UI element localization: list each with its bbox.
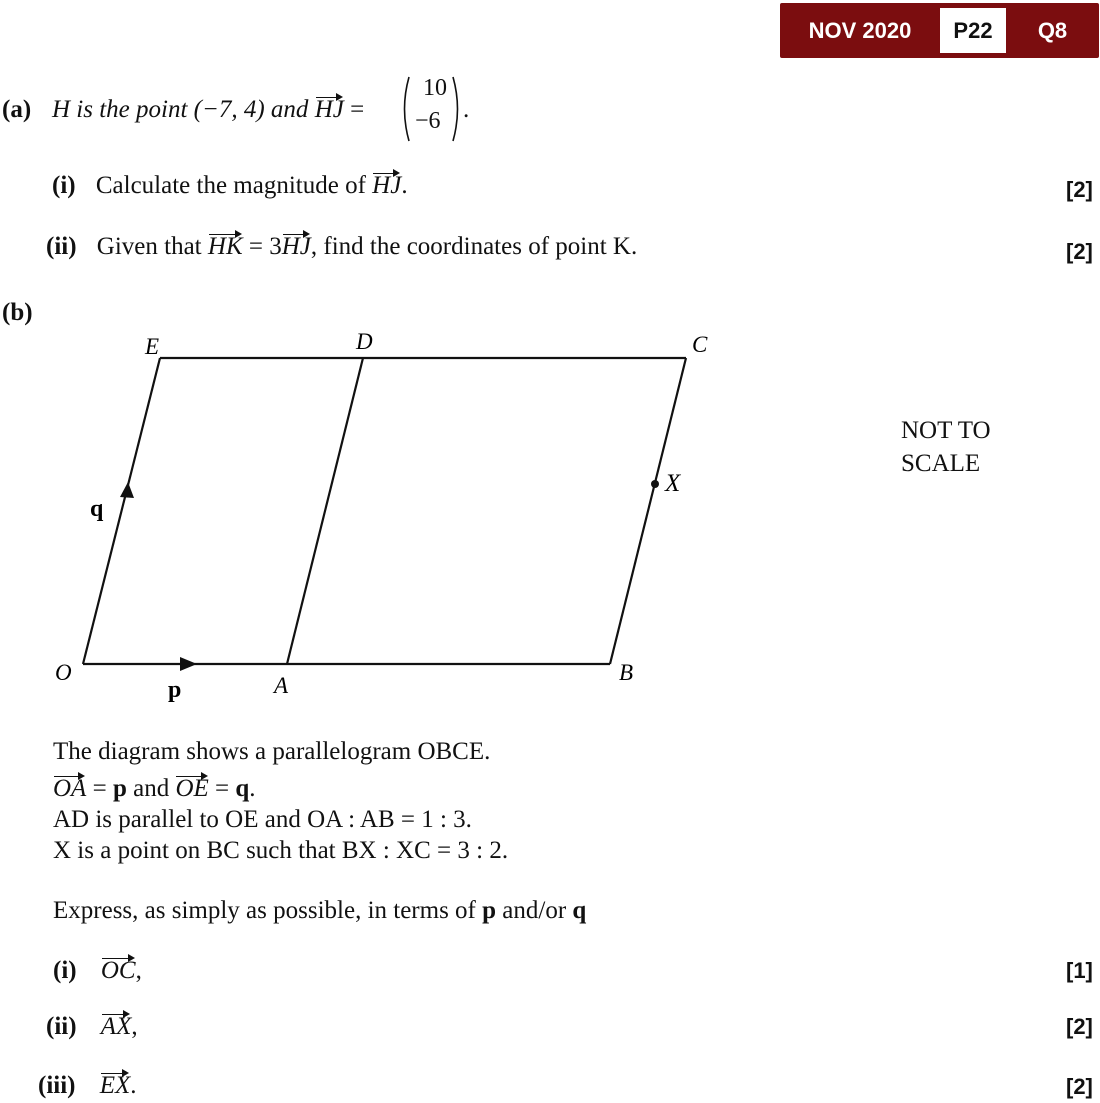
column-vector-hj [400, 73, 462, 145]
marks-b-ii: [2] [1066, 1014, 1093, 1039]
part-a-i [52, 172, 408, 200]
label-b: B [619, 660, 634, 685]
part-a-i-label: (i) [52, 172, 76, 199]
punctuation: . [249, 775, 256, 802]
description-line-4: X is a point on BC such that BX : XC = 3 : 2. [53, 837, 509, 864]
question-number: Q8 [1037, 18, 1068, 43]
equals-sign: = [86, 775, 113, 802]
column-vector-top: 10 [423, 75, 447, 101]
vector-hk: HK [207, 233, 243, 260]
vector-q: q [572, 897, 587, 924]
label-a: A [274, 673, 289, 698]
point-x-marker [651, 480, 659, 488]
part-b-i [53, 957, 142, 985]
side-bc [610, 358, 686, 664]
description-line-1: The diagram shows a parallelogram OBCE. [53, 738, 491, 765]
part-a-stem-end: . [463, 96, 470, 123]
exam-session: NOV 2020 [808, 18, 912, 43]
part-a-label: (a) [2, 96, 32, 123]
equals-sign: = [208, 775, 236, 802]
arrow-p-icon [180, 657, 197, 671]
part-a-stem-text: H is the point (−7, 4) and [52, 96, 309, 123]
part-a-i-text: Calculate the magnitude of [95, 172, 366, 199]
not-to-scale-note [901, 414, 991, 480]
note-line-2: SCALE [901, 450, 981, 477]
vector-p: p [482, 897, 497, 924]
arrow-q-icon [120, 482, 134, 498]
part-a-ii-label: (ii) [46, 233, 77, 260]
part-a-stem [52, 96, 364, 124]
parallelogram-diagram [0, 320, 780, 710]
part-b-i-label: (i) [53, 957, 77, 984]
instruction-text: Express, as simply as possible, in terms of [53, 897, 483, 924]
vector-hj: HJ [314, 96, 344, 123]
part-a-ii-text-post: , find the coordinates of point K. [310, 233, 638, 260]
column-vector-bottom: −6 [415, 108, 441, 134]
equals-sign: = [350, 96, 365, 123]
vector-q: q [235, 775, 250, 802]
punctuation: , [131, 1013, 138, 1040]
part-b-label: (b) [2, 299, 33, 326]
vector-oe: OE [175, 775, 209, 802]
part-b-ii [46, 1013, 138, 1041]
vector-p: p [112, 775, 127, 802]
description-line-3: AD is parallel to OE and OA : AB = 1 : 3. [53, 806, 472, 833]
marks-a-ii: [2] [1066, 239, 1093, 264]
label-d: D [356, 329, 373, 354]
and-word: and [126, 775, 176, 802]
punctuation: . [130, 1072, 137, 1099]
vector-oc: OC [100, 957, 136, 984]
exam-reference-badge [780, 3, 1099, 58]
vector-q-label: q [90, 496, 104, 522]
label-o: O [55, 660, 72, 685]
instruction-line [53, 897, 586, 925]
part-b-iii-label: (iii) [38, 1072, 76, 1099]
vector-ex: EX [99, 1072, 131, 1099]
vector-hj: HJ [372, 172, 402, 199]
paper-number: P22 [940, 8, 1006, 53]
line-ad [287, 358, 363, 664]
marks-b-i: [1] [1066, 958, 1093, 983]
vector-hj: HJ [281, 233, 311, 260]
part-a-ii-mid: = 3 [248, 233, 282, 260]
part-b-ii-label: (ii) [46, 1013, 77, 1040]
marks-b-iii: [2] [1066, 1074, 1093, 1099]
vector-oa: OA [53, 775, 87, 802]
description-line-2 [53, 775, 256, 803]
vector-p-label: p [168, 677, 182, 703]
part-a-ii-text-pre: Given that [96, 233, 202, 260]
instruction-mid: and/or [496, 897, 573, 924]
marks-a-i: [2] [1066, 177, 1093, 202]
note-line-1: NOT TO [901, 417, 991, 444]
part-a-ii [46, 233, 637, 261]
label-c: C [692, 332, 708, 357]
label-e: E [145, 334, 160, 359]
vector-ax: AX [100, 1013, 132, 1040]
part-b-iii [38, 1072, 137, 1100]
punctuation: , [135, 957, 142, 984]
punctuation: . [401, 172, 408, 199]
label-x: X [665, 470, 681, 497]
